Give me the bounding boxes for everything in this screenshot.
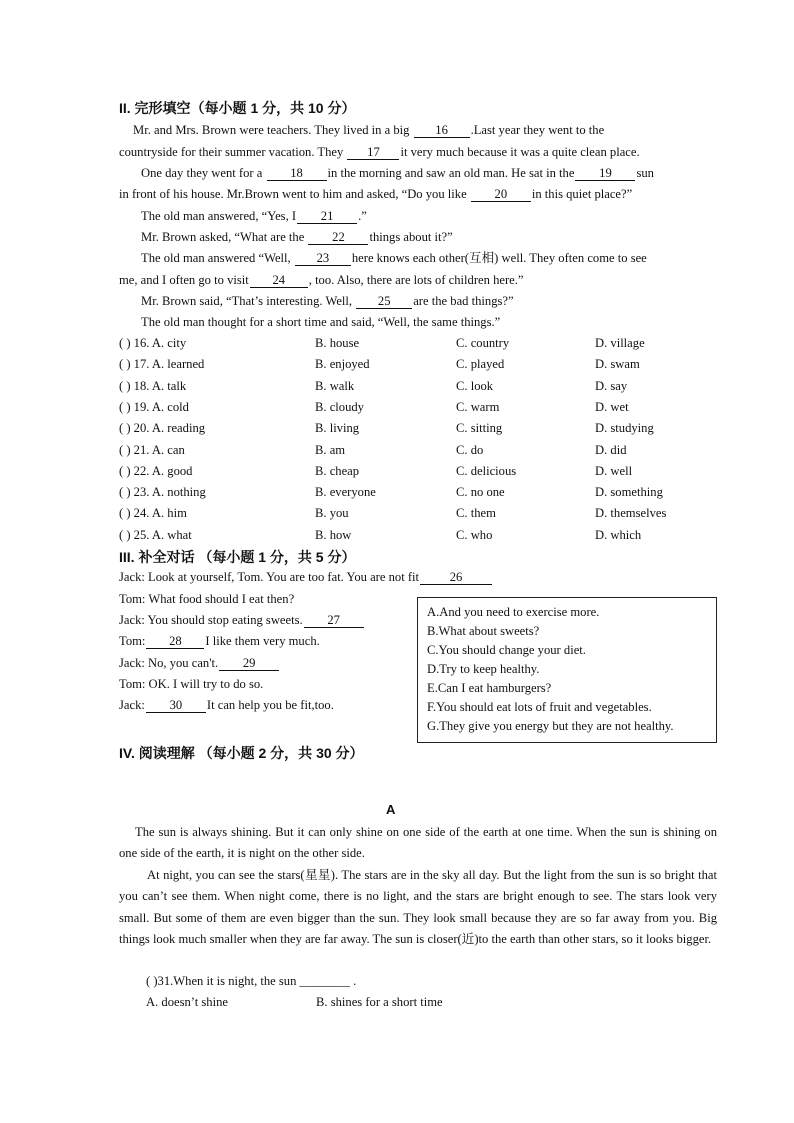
text: Jack: You should stop eating sweets.: [119, 613, 303, 627]
cloze-line-3: [141, 165, 737, 181]
cloze-line-4: [119, 186, 715, 202]
option-c: C. no one: [456, 485, 505, 500]
blank-18: 18: [267, 166, 327, 181]
cloze-question-row: [119, 506, 719, 522]
question-number-option-a: ( ) 18. A. talk: [119, 378, 187, 393]
cloze-line-10: The old man thought for a short time and said, “Well, the same things.”: [141, 315, 501, 329]
question-number-option-a: ( ) 22. A. good: [119, 463, 193, 478]
text: The old man answered, “Yes, I: [141, 209, 297, 223]
text: One day they went for a: [141, 166, 266, 180]
option-b: B.What about sweets?: [427, 624, 540, 638]
option-c: C. country: [456, 336, 510, 350]
option-c: C.You should change your diet.: [427, 643, 586, 657]
option-c: C. warm: [456, 399, 500, 414]
text: I like them very much.: [205, 634, 320, 648]
option-d: D. village: [595, 336, 645, 350]
cloze-line-2: [119, 144, 715, 160]
text: it very much because it was a quite clean place.: [400, 145, 640, 159]
option-b: B. living: [315, 421, 360, 436]
question-31-option-a: A. doesn’t shine: [146, 995, 228, 1009]
option-d: D.Try to keep healthy.: [427, 662, 540, 676]
cloze-question-row: [119, 400, 719, 416]
cloze-line-1: [133, 122, 729, 138]
option-c: C. look: [456, 378, 494, 393]
text: sun: [636, 166, 654, 180]
dialogue-line-6: Tom: OK. I will try to do so.: [119, 677, 264, 691]
cloze-line-9: [141, 293, 737, 309]
question-number-option-a: ( ) 21. A. can: [119, 442, 185, 457]
option-c: C. delicious: [456, 463, 517, 478]
option-d: D. something: [595, 485, 663, 500]
text: The old man answered “Well,: [141, 251, 294, 265]
option-d: D. wet: [595, 399, 629, 414]
cloze-question-row: [119, 443, 719, 459]
options-box: [417, 597, 717, 743]
option-d: D. well: [595, 463, 633, 478]
option-b: B. walk: [315, 378, 355, 393]
blank-29: 29: [219, 656, 279, 671]
blank-16: 16: [414, 123, 470, 138]
dialogue-line-4: [119, 634, 320, 649]
cloze-line-8: [119, 272, 715, 288]
text: me, and I often go to visit: [119, 273, 249, 287]
text: are the bad things?”: [413, 294, 514, 308]
dialogue-line-7: [119, 698, 334, 713]
option-c: C. who: [456, 527, 493, 542]
question-number-option-a: ( ) 23. A. nothing: [119, 485, 206, 500]
question-31: ( )31.When it is night, the sun ________ .: [146, 974, 357, 988]
option-c: C. sitting: [456, 421, 503, 436]
blank-28: 28: [146, 634, 204, 649]
cloze-question-row: [119, 336, 719, 352]
text: Jack:: [119, 698, 145, 712]
text: in the morning and saw an old man. He sat in the: [327, 166, 575, 180]
text: It can help you be fit,too.: [206, 698, 334, 712]
option-b: B. enjoyed: [315, 357, 370, 372]
text: in front of his house. Mr.Brown went to him and asked, “Do you like: [119, 187, 470, 201]
blank-19: 19: [575, 166, 635, 181]
text: Mr. Brown asked, “What are the: [141, 230, 308, 244]
option-b: B. cloudy: [315, 399, 364, 414]
blank-27: 27: [304, 613, 364, 628]
question-number-option-a: ( ) 17. A. learned: [119, 357, 205, 372]
blank-22: 22: [308, 230, 368, 245]
option-b: B. cheap: [315, 463, 360, 478]
option-b: B. house: [315, 336, 360, 350]
cloze-question-row: [119, 485, 719, 501]
question-number-option-a: ( ) 16. A. city: [119, 336, 187, 350]
option-d: D. did: [595, 442, 627, 457]
option-d: D. which: [595, 527, 642, 542]
option-e: E.Can I eat hamburgers?: [427, 681, 552, 695]
blank-21: 21: [297, 209, 357, 224]
dialogue-line-3: [119, 613, 365, 628]
option-a: A.And you need to exercise more.: [427, 605, 600, 619]
text: Jack: No, you can't.: [119, 656, 219, 670]
section-2-heading: II. 完形填空（每小题 1 分，共 10 分）: [119, 100, 356, 116]
text: .Last year they went to the: [470, 123, 605, 137]
option-c: C. them: [456, 506, 496, 521]
text: Jack: Look at yourself, Tom. You are too fat. You are not fit: [119, 570, 420, 584]
option-c: C. played: [456, 357, 505, 372]
blank-24: 24: [250, 273, 308, 288]
text: .”: [358, 209, 367, 223]
text: Tom:: [119, 634, 146, 648]
text: things about it?”: [369, 230, 453, 244]
option-b: B. how: [315, 527, 352, 542]
blank-17: 17: [347, 145, 399, 160]
option-d: D. themselves: [595, 506, 667, 521]
blank-25: 25: [356, 294, 412, 309]
blank-23: 23: [295, 251, 351, 266]
option-f: F.You should eat lots of fruit and vegetables.: [427, 700, 652, 714]
dialogue-line-2: Tom: What food should I eat then?: [119, 592, 295, 606]
section-4-heading: IV. 阅读理解 （每小题 2 分，共 30 分）: [119, 745, 364, 761]
text: here knows each other(互相) well. They often come to see: [351, 251, 647, 265]
text: Mr. and Mrs. Brown were teachers. They lived in a big: [133, 123, 410, 137]
option-d: D. say: [595, 378, 628, 393]
question-number-option-a: ( ) 24. A. him: [119, 506, 187, 521]
cloze-line-7: [141, 250, 737, 266]
option-b: B. am: [315, 442, 346, 457]
blank-26: 26: [420, 570, 492, 585]
question-number-option-a: ( ) 20. A. reading: [119, 421, 206, 436]
option-d: D. studying: [595, 421, 654, 436]
text: in this quiet place?”: [531, 187, 633, 201]
option-g: G.They give you energy but they are not healthy.: [427, 719, 674, 733]
section-3-heading: III. 补全对话 （每小题 1 分，共 5 分）: [119, 549, 356, 565]
passage-paragraph-2: At night, you can see the stars(星星). The stars are in the sky all day. But the light from the sun is so bright that you can’t see them. When night come, there is no light, and the stars are bright enough to see. The stars look very small. But some of them are even bigger than the sun. They look small because they are so far away from you. Big things look much smaller when they are far away. The sun is closer(近)to the earth than other stars, so it looks bigger.: [119, 868, 717, 947]
cloze-question-row: [119, 464, 719, 480]
text: , too. Also, there are lots of children here.”: [308, 273, 524, 287]
option-d: D. swam: [595, 357, 640, 372]
cloze-question-row: [119, 379, 719, 395]
option-c: C. do: [456, 442, 484, 457]
dialogue-line-5: [119, 656, 280, 671]
cloze-question-row: [119, 421, 719, 437]
question-number-option-a: ( ) 25. A. what: [119, 527, 192, 542]
cloze-question-row: [119, 357, 719, 373]
option-b: B. you: [315, 506, 349, 521]
dialogue-line-1: [119, 570, 493, 585]
blank-30: 30: [146, 698, 206, 713]
blank-20: 20: [471, 187, 531, 202]
text: countryside for their summer vacation. They: [119, 145, 344, 159]
option-b: B. everyone: [315, 485, 376, 500]
passage-paragraph-1: The sun is always shining. But it can only shine on one side of the earth at one time. When the sun is shining on one side of the earth, it is night on the other side.: [119, 825, 717, 861]
cloze-line-6: [141, 229, 737, 245]
passage-title: A: [386, 802, 396, 817]
cloze-line-5: [141, 208, 737, 224]
question-number-option-a: ( ) 19. A. cold: [119, 399, 189, 414]
cloze-question-row: [119, 528, 719, 544]
question-31-option-b: B. shines for a short time: [316, 995, 443, 1009]
text: Mr. Brown said, “That’s interesting. Well,: [141, 294, 356, 308]
